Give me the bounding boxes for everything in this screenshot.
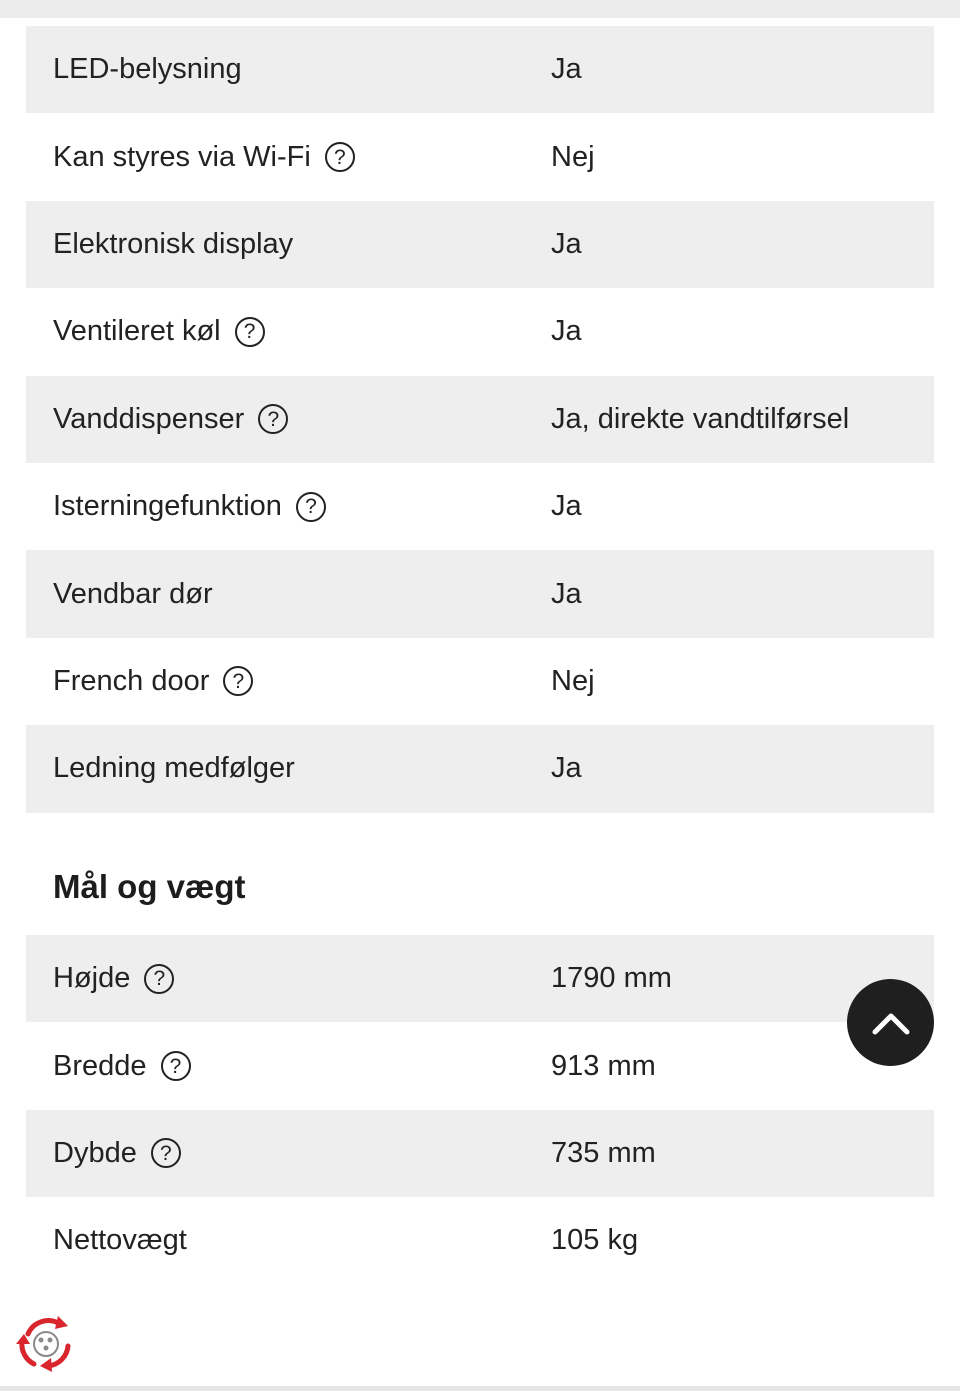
row-label: French door <box>53 664 210 697</box>
row-value: Ja <box>551 490 582 523</box>
table-row <box>26 1110 934 1197</box>
table-row <box>26 1197 934 1284</box>
question-circle-icon[interactable]: ? <box>223 666 253 696</box>
row-label: Højde <box>53 962 131 995</box>
bottom-divider <box>0 1386 960 1391</box>
row-label: Ledning medfølger <box>53 752 295 785</box>
row-value: Nej <box>551 664 595 697</box>
question-circle-icon[interactable]: ? <box>161 1051 191 1081</box>
row-value: Ja <box>551 315 582 348</box>
dimensions-table <box>26 935 934 1285</box>
row-label: LED-belysning <box>53 53 242 86</box>
row-value: 105 kg <box>551 1224 639 1257</box>
row-value: Ja <box>551 577 582 610</box>
row-label: Bredde <box>53 1049 147 1082</box>
recycle-icon[interactable] <box>14 1312 78 1376</box>
table-row <box>26 463 934 550</box>
row-label: Vendbar dør <box>53 577 213 610</box>
question-circle-icon[interactable]: ? <box>235 317 265 347</box>
question-circle-icon[interactable]: ? <box>325 142 355 172</box>
row-label: Elektronisk display <box>53 227 294 260</box>
row-value: Ja <box>551 227 582 260</box>
row-value: Ja <box>551 53 582 86</box>
question-circle-icon[interactable]: ? <box>144 964 174 994</box>
previous-content-strip <box>0 0 960 18</box>
table-row <box>26 201 934 288</box>
question-circle-icon[interactable]: ? <box>258 404 288 434</box>
row-value: Ja <box>551 752 582 785</box>
row-label: Nettovægt <box>53 1224 187 1257</box>
table-row <box>26 638 934 725</box>
section-title: Mål og vægt <box>53 868 246 905</box>
table-row <box>26 376 934 463</box>
features-table <box>26 26 934 813</box>
row-value: Ja, direkte vandtilførsel <box>551 402 850 435</box>
chevron-up-icon <box>871 1010 911 1036</box>
scroll-to-top-button[interactable] <box>847 979 934 1066</box>
row-value: 1790 mm <box>551 962 672 995</box>
row-label: Kan styres via Wi-Fi <box>53 140 311 173</box>
table-row <box>26 288 934 375</box>
table-row <box>26 26 934 113</box>
row-value: 735 mm <box>551 1136 656 1169</box>
question-circle-icon[interactable]: ? <box>296 492 326 522</box>
row-value: Nej <box>551 140 595 173</box>
table-row <box>26 935 934 1022</box>
table-row <box>26 1022 934 1109</box>
row-label: Ventileret køl <box>53 315 221 348</box>
table-row <box>26 725 934 812</box>
table-row <box>26 550 934 637</box>
row-label: Dybde <box>53 1136 137 1169</box>
row-label: Isterningefunktion <box>53 490 282 523</box>
row-label: Vanddispenser <box>53 402 245 435</box>
question-circle-icon[interactable]: ? <box>151 1138 181 1168</box>
row-value: 913 mm <box>551 1049 656 1082</box>
table-row <box>26 113 934 200</box>
